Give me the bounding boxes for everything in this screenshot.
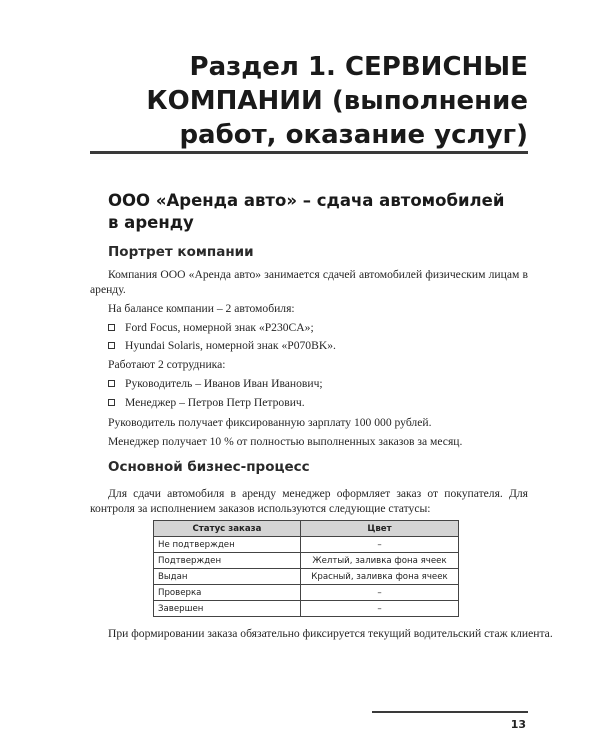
list-item xyxy=(108,338,336,353)
chapter-title-line: работ, оказание услуг) xyxy=(179,120,528,150)
chapter-title-line: КОМПАНИИ (выполнение xyxy=(146,86,528,116)
list-item-text: Руководитель – Иванов Иван Иванович; xyxy=(125,377,323,390)
salary-paragraph: Руководитель получает фиксированную зарплату 100 000 рублей. xyxy=(108,416,432,429)
final-paragraph: При формировании заказа обязательно фиксируется текущий водительский стаж клиента. xyxy=(108,627,553,640)
process-heading: Основной бизнес-процесс xyxy=(108,459,310,475)
section-title-line: в аренду xyxy=(108,213,194,232)
footer-divider xyxy=(372,711,528,713)
table-header-row xyxy=(154,521,459,537)
status-cell: Не подтвержден xyxy=(154,537,301,553)
chapter-title xyxy=(68,50,528,152)
status-table xyxy=(153,520,459,617)
color-cell: Желтый, заливка фона ячеек xyxy=(301,553,459,569)
checkbox-bullet-icon xyxy=(108,324,115,331)
table-row xyxy=(154,585,459,601)
table-row xyxy=(154,537,459,553)
status-cell: Проверка xyxy=(154,585,301,601)
color-cell: – xyxy=(301,601,459,617)
list-item-text: Hyundai Solaris, номерной знак «P070BK». xyxy=(125,339,336,352)
status-cell: Завершен xyxy=(154,601,301,617)
status-cell: Выдан xyxy=(154,569,301,585)
fleet-intro: На балансе компании – 2 автомобиля: xyxy=(108,302,295,315)
intro-paragraph: Компания ООО «Аренда авто» занимается сдачей автомобилей физическим лицам в аренду. xyxy=(90,268,528,296)
checkbox-bullet-icon xyxy=(108,342,115,349)
portrait-heading: Портрет компании xyxy=(108,244,254,260)
list-item xyxy=(108,320,314,335)
chapter-divider xyxy=(90,151,528,154)
table-row xyxy=(154,553,459,569)
color-cell: – xyxy=(301,537,459,553)
chapter-title-line: Раздел 1. СЕРВИСНЫЕ xyxy=(189,52,528,82)
table-header-status: Статус заказа xyxy=(154,521,301,537)
color-cell: – xyxy=(301,585,459,601)
process-paragraph: Для сдачи автомобиля в аренду менеджер оформляет заказ от покупателя. Для контроля за исполнением заказов используются следующие статусы: xyxy=(90,487,528,515)
list-item-text: Менеджер – Петров Петр Петрович. xyxy=(125,396,305,409)
color-cell: Красный, заливка фона ячеек xyxy=(301,569,459,585)
percent-paragraph: Менеджер получает 10 % от полностью выполненных заказов за месяц. xyxy=(108,435,463,448)
status-cell: Подтвержден xyxy=(154,553,301,569)
table-row xyxy=(154,601,459,617)
list-item-text: Ford Focus, номерной знак «P230CA»; xyxy=(125,321,314,334)
checkbox-bullet-icon xyxy=(108,380,115,387)
list-item xyxy=(108,376,323,391)
table-row xyxy=(154,569,459,585)
staff-intro: Работают 2 сотрудника: xyxy=(108,358,226,371)
checkbox-bullet-icon xyxy=(108,399,115,406)
page-number: 13 xyxy=(510,718,526,731)
section-title-line: ООО «Аренда авто» – сдача автомобилей xyxy=(108,191,505,210)
list-item xyxy=(108,395,305,410)
section-title xyxy=(108,190,508,234)
table-header-color: Цвет xyxy=(301,521,459,537)
